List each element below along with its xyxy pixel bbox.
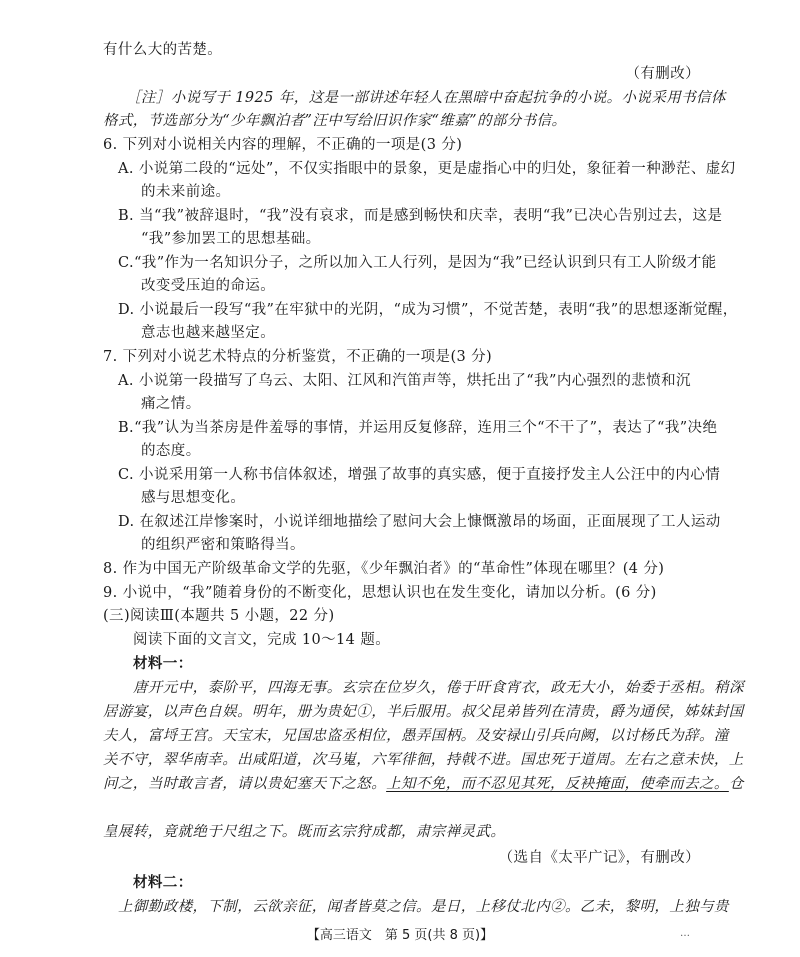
text-segment: 问之，当时敢言者，请以贵妃塞天下之怒。 (103, 776, 387, 792)
question-6: 6. 下列对小说相关内容的理解，不正确的一项是(3 分) (103, 137, 463, 153)
option-d: D. 小说最后一段写“我”在牢狱中的光阴，“成为习惯”，不觉苦楚，表明“我”的思想逐渐觉醒， (118, 302, 738, 318)
instruction: 阅读下面的文言文，完成 10～14 题。 (133, 632, 391, 648)
option-continuation: 感与思想变化。 (141, 490, 246, 506)
option-a: A. 小说第一段描写了乌云、太阳、江风和汽笛声等，烘托出了“我”内心强烈的悲愤和沉 (118, 373, 691, 389)
classical-text-line: 皇展转，竟就绝于尺组之下。既而玄宗狩成都，肃宗禅灵武。 (103, 824, 506, 840)
page-footer: 【高三语文 第 5 页(共 8 页)】 (306, 928, 494, 943)
source-note: （选自《太平广记》，有删改） (498, 850, 700, 866)
underlined-sentence: 上知不免，而不忍见其死，反袂掩面，使牵而去之。 (386, 776, 729, 792)
option-c: C.“我”作为一名知识分子，之所以加入工人行列，是因为“我”已经认识到只有工人阶级才能 (118, 255, 717, 271)
material-2-heading: 材料二： (133, 874, 193, 891)
option-a: A. 小说第二段的“远处”，不仅实指眼中的景象，更是虚指心中的归处，象征着一种渺茫、虚幻 (118, 161, 736, 177)
question-7: 7. 下列对小说艺术特点的分析鉴赏，不正确的一项是(3 分) (103, 349, 493, 365)
text-segment: 仓 (728, 776, 744, 792)
classical-text-line (103, 774, 744, 794)
option-b: B.“我”认为当茶房是件羞辱的事情，并运用反复修辞，连用三个“不干了”，表达了“我”决绝 (118, 420, 718, 436)
option-d: D. 在叙述江岸惨案时，小说详细地描绘了慰问大会上慷慨激昂的场面，正面展现了工人运动 (118, 514, 721, 530)
section-heading: (三)阅读Ⅲ(本题共 5 小题，22 分) (103, 608, 335, 624)
material-1-heading: 材料一： (133, 655, 193, 672)
edge-mark: … (680, 928, 690, 939)
annotation-line: ［注］小说写于 1925 年，这是一部讲述年轻人在黑暗中奋起抗争的小说。小说采用书信体 (126, 90, 726, 106)
option-b: B. 当“我”被辞退时，“我”没有哀求，而是感到畅快和庆幸，表明“我”已决心告别过去，这是 (118, 208, 723, 224)
text-line: 有什么大的苦楚。 (103, 42, 223, 58)
question-8: 8. 作为中国无产阶级革命文学的先驱，《少年飘泊者》的“革命性”体现在哪里？(4 分) (103, 561, 665, 577)
classical-text-line: 夫人，富埒王宫。天宝末，兄国忠盗丞相位，愚弄国柄。及安禄山引兵向阙，以讨杨氏为辞。潼 (103, 728, 729, 744)
classical-text-line: 唐开元中，泰阶平，四海无事。玄宗在位岁久，倦于旰食宵衣，政无大小，始委于丞相。稍深 (133, 680, 744, 696)
option-continuation: 意志也越来越坚定。 (141, 325, 276, 341)
classical-text-line: 关不守，翠华南幸。出咸阳道，次马嵬，六军徘徊，持戟不进。国忠死于道周。左右之意未快，上 (103, 752, 744, 768)
classical-text-line: 居游宴，以声色自娱。明年，册为贵妃①，半后服用。叔父昆弟皆列在清贵，爵为通侯，姊妹封国 (103, 704, 744, 720)
option-continuation: 痛之情。 (141, 396, 201, 412)
option-continuation: 改变受压迫的命运。 (141, 278, 276, 294)
classical-text-line: 上御勤政楼，下制，云欲亲征，闻者皆莫之信。是日，上移仗北内②。乙未，黎明，上独与贵 (118, 899, 729, 915)
option-continuation: 的组织严密和策略得当。 (141, 537, 305, 553)
annotation-line: 格式，节选部分为“少年飘泊者”汪中写给旧识作家“维嘉”的部分书信。 (103, 113, 567, 129)
option-c: C. 小说采用第一人称书信体叙述，增强了故事的真实感，便于直接抒发主人公汪中的内心情 (118, 467, 721, 483)
question-9: 9. 小说中，“我”随着身份的不断变化，思想认识也在发生变化，请加以分析。(6 分) (103, 585, 657, 601)
source-note: （有删改） (625, 66, 700, 82)
option-continuation: “我”参加罢工的思想基础。 (141, 231, 321, 247)
option-continuation: 的未来前途。 (141, 184, 231, 200)
option-continuation: 的态度。 (141, 443, 201, 459)
